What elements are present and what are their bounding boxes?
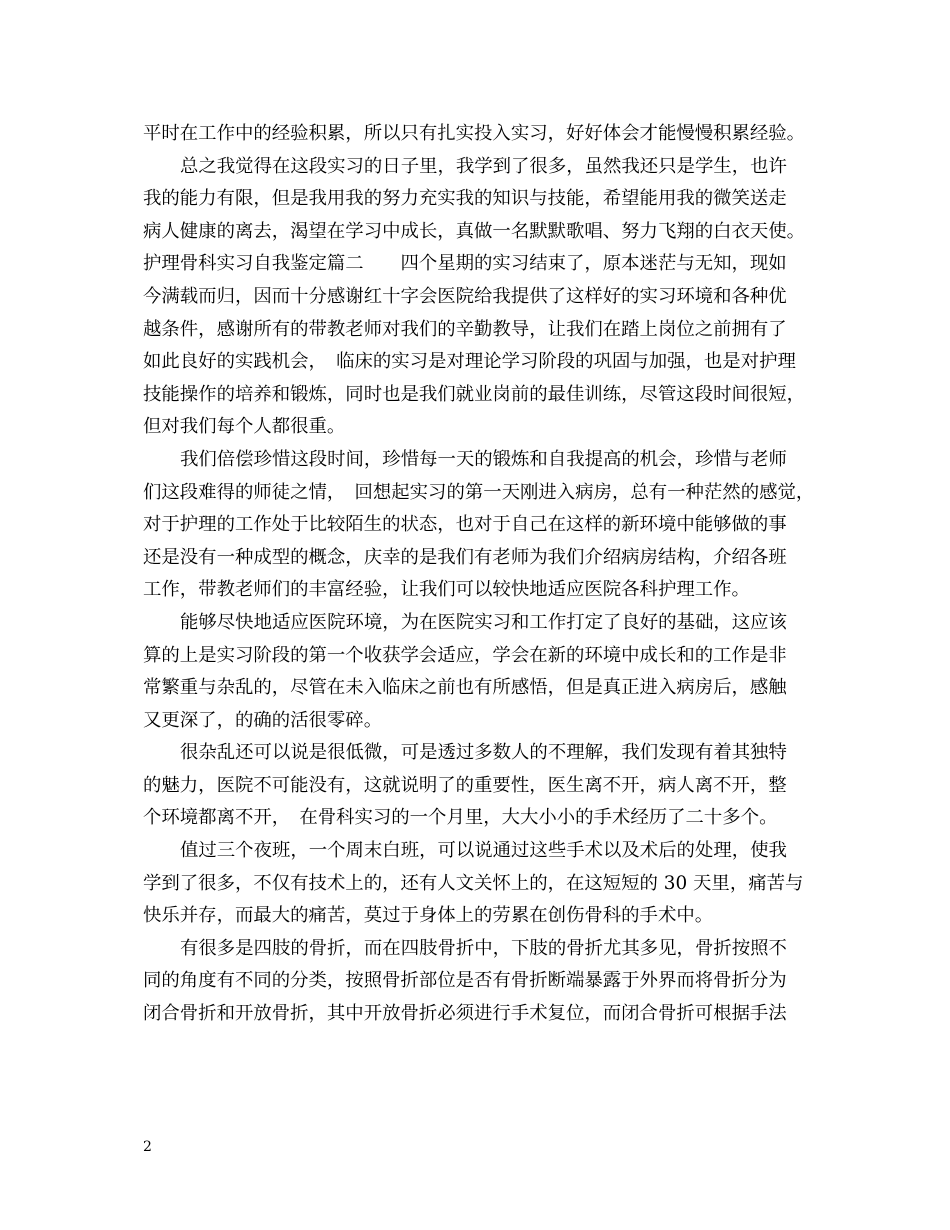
text-line: 技能操作的培养和锻炼，同时也是我们就业岗前的最佳训练，尽管这段时间很短， [143, 383, 806, 405]
text-line: 闭合骨折和开放骨折，其中开放骨折必须进行手术复位，而闭合骨折可根据手法 [143, 1003, 787, 1025]
text-line: 护理骨科实习自我鉴定篇二 四个星期的实习结束了，原本迷茫与无知，现如 [143, 253, 787, 275]
text-line: 很杂乱还可以说是很低微，可是透过多数人的不理解，我们发现有着其独特 [180, 742, 787, 764]
text-line: 又更深了，的确的活很零碎。 [143, 709, 383, 731]
text-line: 我们倍偿珍惜这段时间，珍惜每一天的锻炼和自我提高的机会，珍惜与老师 [180, 448, 787, 470]
text-line: 常繁重与杂乱的，尽管在未入临床之前也有所感悟，但是真正进入病房后，感触 [143, 677, 787, 699]
text-line: 快乐并存，而最大的痛苦，莫过于身体上的劳累在创伤骨科的手术中。 [143, 905, 714, 927]
text-line: 越条件，感谢所有的带教老师对我们的辛勤教导，让我们在踏上岗位之前拥有了 [143, 318, 787, 340]
text-line: 对于护理的工作处于比较陌生的状态，也对于自己在这样的新环境中能够做的事 [143, 514, 787, 536]
text-line: 但对我们每个人都很重。 [143, 416, 346, 438]
text-line: 学到了很多，不仅有技术上的，还有人文关怀上的，在这短短的 30 天里，痛苦与 [143, 872, 804, 894]
text-line: 能够尽快地适应医院环境，为在医院实习和工作打定了良好的基础，这应该 [180, 611, 787, 633]
text-line: 们这段难得的师徒之情， 回想起实习的第一天刚进入病房，总有一种茫然的感觉， [143, 481, 815, 503]
text-line: 病人健康的离去，渴望在学习中成长，真做一名默默歌唱、努力飞翔的白衣天使。 [143, 220, 806, 242]
text-line: 还是没有一种成型的概念，庆幸的是我们有老师为我们介绍病房结构，介绍各班 [143, 546, 787, 568]
text-line: 今满载而归，因而十分感谢红十字会医院给我提供了这样好的实习环境和各种优 [143, 285, 787, 307]
page-number: 2 [143, 1139, 152, 1155]
text-line: 我的能力有限，但是我用我的努力充实我的知识与技能，希望能用我的微笑送走 [143, 188, 787, 210]
text-line: 值过三个夜班，一个周末白班，可以说通过这些手术以及术后的处理，使我 [180, 840, 787, 862]
text-line: 如此良好的实践机会， 临床的实习是对理论学习阶段的巩固与加强，也是对护理 [143, 351, 796, 373]
text-line: 的魅力，医院不可能没有，这就说明了的重要性，医生离不开，病人离不开，整 [143, 774, 787, 796]
text-line: 总之我觉得在这段实习的日子里，我学到了很多，虽然我还只是学生，也许 [180, 155, 787, 177]
text-line: 工作，带教老师们的丰富经验，让我们可以较快地适应医院各科护理工作。 [143, 579, 750, 601]
text-line: 个环境都离不开， 在骨科实习的一个月里，大大小小的手术经历了二十多个。 [143, 807, 778, 829]
text-line: 平时在工作中的经验积累，所以只有扎实投入实习，好好体会才能慢慢积累经验。 [143, 123, 806, 144]
text-line: 同的角度有不同的分类，按照骨折部位是否有骨折断端暴露于外界而将骨折分为 [143, 970, 787, 992]
body-text [143, 118, 823, 1031]
text-line: 算的上是实习阶段的第一个收获学会适应，学会在新的环境中成长和的工作是非 [143, 644, 787, 666]
text-line: 有很多是四肢的骨折，而在四肢骨折中，下肢的骨折尤其多见，骨折按照不 [180, 937, 787, 959]
